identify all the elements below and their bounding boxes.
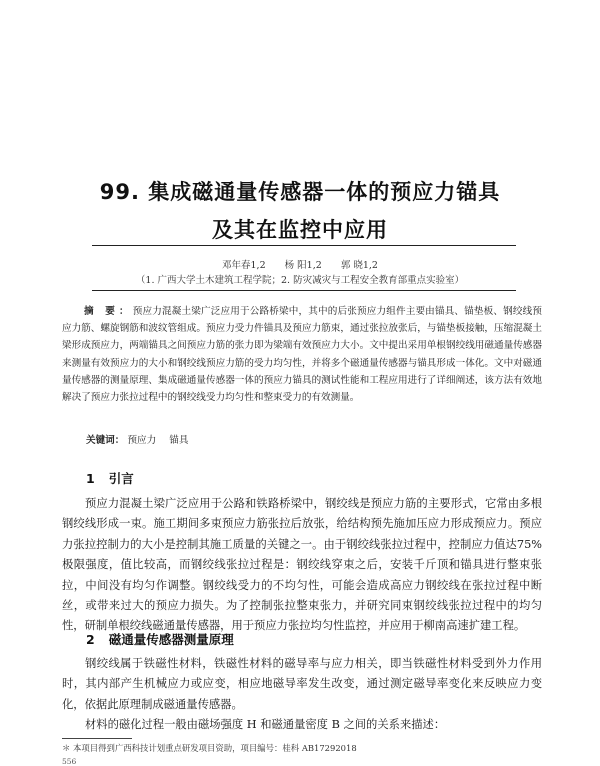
section-2-paragraph-2: 材料的磁化过程一般由磁场强度 H 和磁通量密度 B 之间的关系来描述： (85, 718, 446, 731)
abstract (62, 303, 542, 406)
keywords-label: 关键词： (86, 435, 125, 446)
affiliation: （1. 广西大学土木建筑工程学院；2. 防灾减灾与工程安全教育部重点实验室） (135, 275, 465, 286)
page-number: 556 (62, 757, 77, 766)
footnote: ＊ 本项目得到广西科技计划重点研发项目资助，项目编号：桂科 AB17292018 (62, 743, 357, 753)
author-list (0, 257, 600, 271)
section-number: 2 (86, 632, 95, 647)
paper-title-line-1: 99. 集成磁通量传感器一体的预应力锚具 (99, 180, 501, 204)
author: 邓年春1,2 (222, 260, 266, 271)
section-2-paragraph-1: 钢绞线属于铁磁性材料，铁磁性材料的磁导率与应力相关，即当铁磁性材料受到外力作用时，其内部产生机械应力或应变，相应地磁导率发生改变，通过测定磁导率变化来反映应力变化，依据此原理制成磁通量传感器。 (62, 657, 542, 711)
abstract-text: 预应力混凝土梁广泛应用于公路桥梁中，其中的后张预应力组件主要由锚具、锚垫板、钢绞线预应力筋、螺旋钢筋和波纹管组成。预应力受力件锚具及预应力筋束，通过张拉放张后，与锚垫板接触，压缩混凝土梁形成预应力，两端锚具之间预应力筋的张力即为梁端有效预应力大小。文中提出采用单根钢绞线用磁通量传感器来测量有效预应力的大小和钢绞线预应力筋的受力均匀性，并将多个磁通量传感器与锚具形成一体化。文中对磁通量传感器的测量原理、集成磁通量传感器一体的预应力锚具的测试性能和工程应用进行了详细阐述，该方法有效地解决了预应力张拉过程中的钢绞线受力均匀性和整束受力的有效测量。 (62, 306, 543, 404)
footnote-rule (62, 738, 132, 739)
keyword: 锚具 (169, 435, 189, 446)
section-title: 引言 (108, 471, 134, 486)
author: 杨 阳1,2 (284, 260, 322, 271)
title-rule-lower (92, 290, 516, 291)
section-heading-1 (86, 469, 134, 487)
section-number: 1 (86, 471, 95, 486)
title-rule-upper (92, 245, 516, 246)
section-heading-2 (86, 630, 234, 648)
section-1-paragraph: 预应力混凝土梁广泛应用于公路和铁路桥梁中，钢绞线是预应力筋的主要形式，它常由多根钢绞线形成一束。施工期间多束预应力筋张拉后放张，给结构预先施加压应力形成预应力。预应力张拉控制力的大小是控制其施工质量的关键之一。由于钢绞线张拉过程中，控制应力值达75%极限强度，值比较高，而钢绞线张拉过程是：钢绞线穿束之后，安装千斤顶和锚具进行整束张拉，中间没有均匀作调整。钢绞线受力的不均匀性，可能会造成高应力钢绞线在张拉过程中断丝，或带来过大的预应力损失。为了控制张拉整束张力，并研究同束钢绞线张拉过程中的均匀性，研制单根绞线磁通量传感器，用于预应力张拉均匀性监控，并应用于柳南高速扩建工程。 (62, 497, 542, 633)
section-title: 磁通量传感器测量原理 (108, 632, 234, 647)
author: 郭 晓1,2 (340, 260, 378, 271)
keywords (86, 432, 198, 446)
keyword: 预应力 (127, 435, 157, 446)
abstract-label: 摘 要： (84, 306, 133, 317)
paper-title-line-2: 及其在监控中应用 (212, 218, 388, 242)
